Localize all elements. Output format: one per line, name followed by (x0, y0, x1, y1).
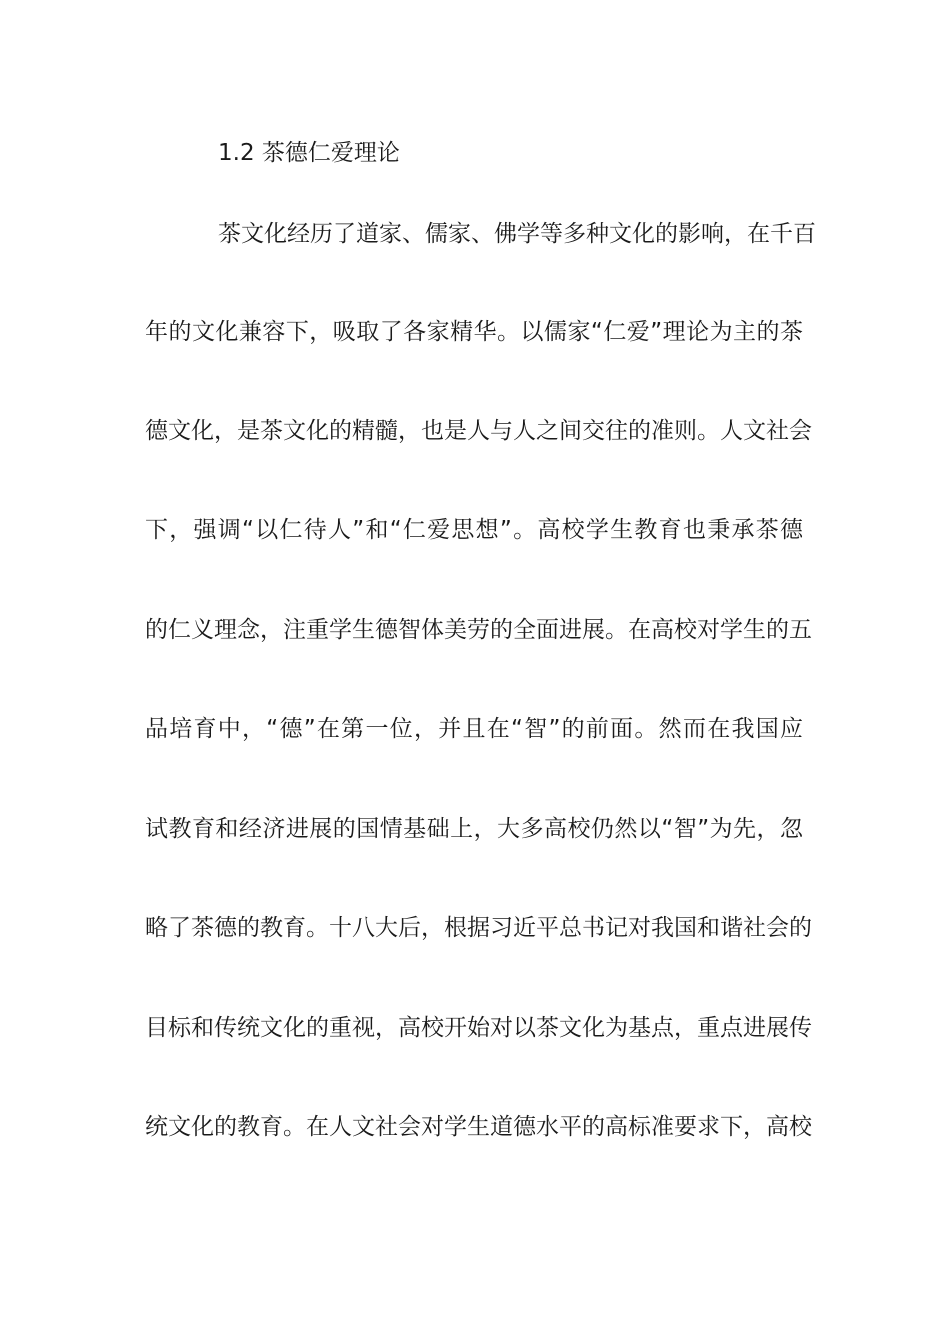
paragraph-line: 的仁义理念，注重学生德智体美劳的全面进展。在高校对学生的五 (145, 617, 812, 643)
paragraph-line: 统文化的教育。在人文社会对学生道德水平的高标准要求下，高校 (145, 1114, 812, 1140)
paragraph-line: 略了茶德的教育。十八大后，根据习近平总书记对我国和谐社会的 (145, 915, 812, 941)
paragraph-line: 茶文化经历了道家、儒家、佛学等多种文化的影响，在千百 (218, 221, 816, 247)
paragraph-line: 德文化，是茶文化的精髓，也是人与人之间交往的准则。人文社会 (145, 418, 812, 444)
section-heading: 1.2 茶德仁爱理论 (218, 140, 400, 166)
paragraph-line: 目标和传统文化的重视，高校开始对以茶文化为基点，重点进展传 (145, 1015, 812, 1041)
paragraph-line: 下，强调“以仁待人”和“仁爱思想”。高校学生教育也秉承茶德 (145, 517, 803, 543)
paragraph-line: 年的文化兼容下，吸取了各家精华。以儒家“仁爱”理论为主的茶 (145, 319, 803, 345)
paragraph-line: 试教育和经济进展的国情基础上，大多高校仍然以“智”为先，忽 (145, 816, 803, 842)
paragraph-line: 品培育中，“德”在第一位，并且在“智”的前面。然而在我国应 (145, 716, 803, 742)
